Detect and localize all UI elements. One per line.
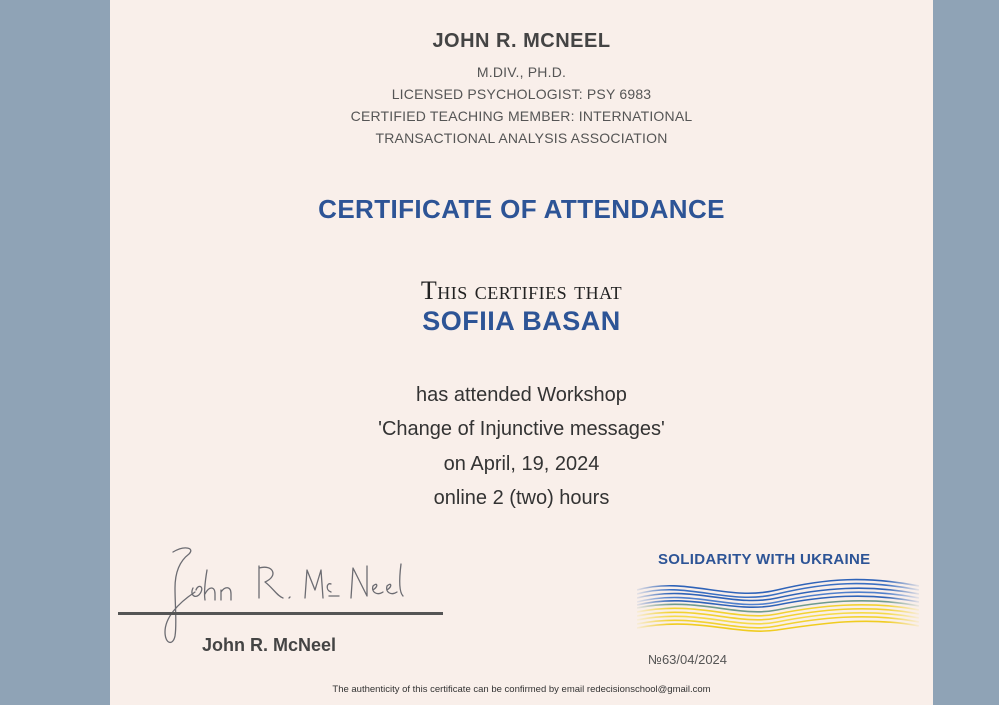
issuer-name: JOHN R. MCNEEL [432, 30, 611, 52]
certifies-text: This certifies that [420, 276, 623, 305]
recipient-name: SOFIIA BASAN [422, 306, 621, 336]
attendance-line: has attended Workshop [416, 384, 627, 406]
authenticity-note: The authenticity of this certificate can be confirmed by email redecisionschool@gmail.com [332, 684, 711, 695]
certificate-sheet [110, 0, 933, 705]
workshop-date: on April, 19, 2024 [443, 453, 600, 475]
signature-line [118, 612, 443, 615]
issuer-membership-line2: TRANSACTIONAL ANALYSIS ASSOCIATION [375, 130, 668, 146]
solidarity-label: SOLIDARITY WITH UKRAINE [658, 551, 871, 568]
ukraine-flag-wave-icon [637, 572, 919, 638]
issuer-membership-line1: CERTIFIED TEACHING MEMBER: INTERNATIONAL [350, 108, 693, 124]
certificate-number: №63/04/2024 [648, 652, 728, 667]
issuer-license: LICENSED PSYCHOLOGIST: PSY 6983 [391, 86, 652, 102]
certificate-title: CERTIFICATE OF ATTENDANCE [318, 194, 725, 224]
workshop-title: 'Change of Injunctive messages' [378, 418, 665, 440]
signer-printed-name: John R. McNeel [202, 635, 337, 655]
issuer-degree: M.DIV., PH.D. [476, 64, 567, 80]
workshop-duration: online 2 (two) hours [433, 487, 610, 509]
